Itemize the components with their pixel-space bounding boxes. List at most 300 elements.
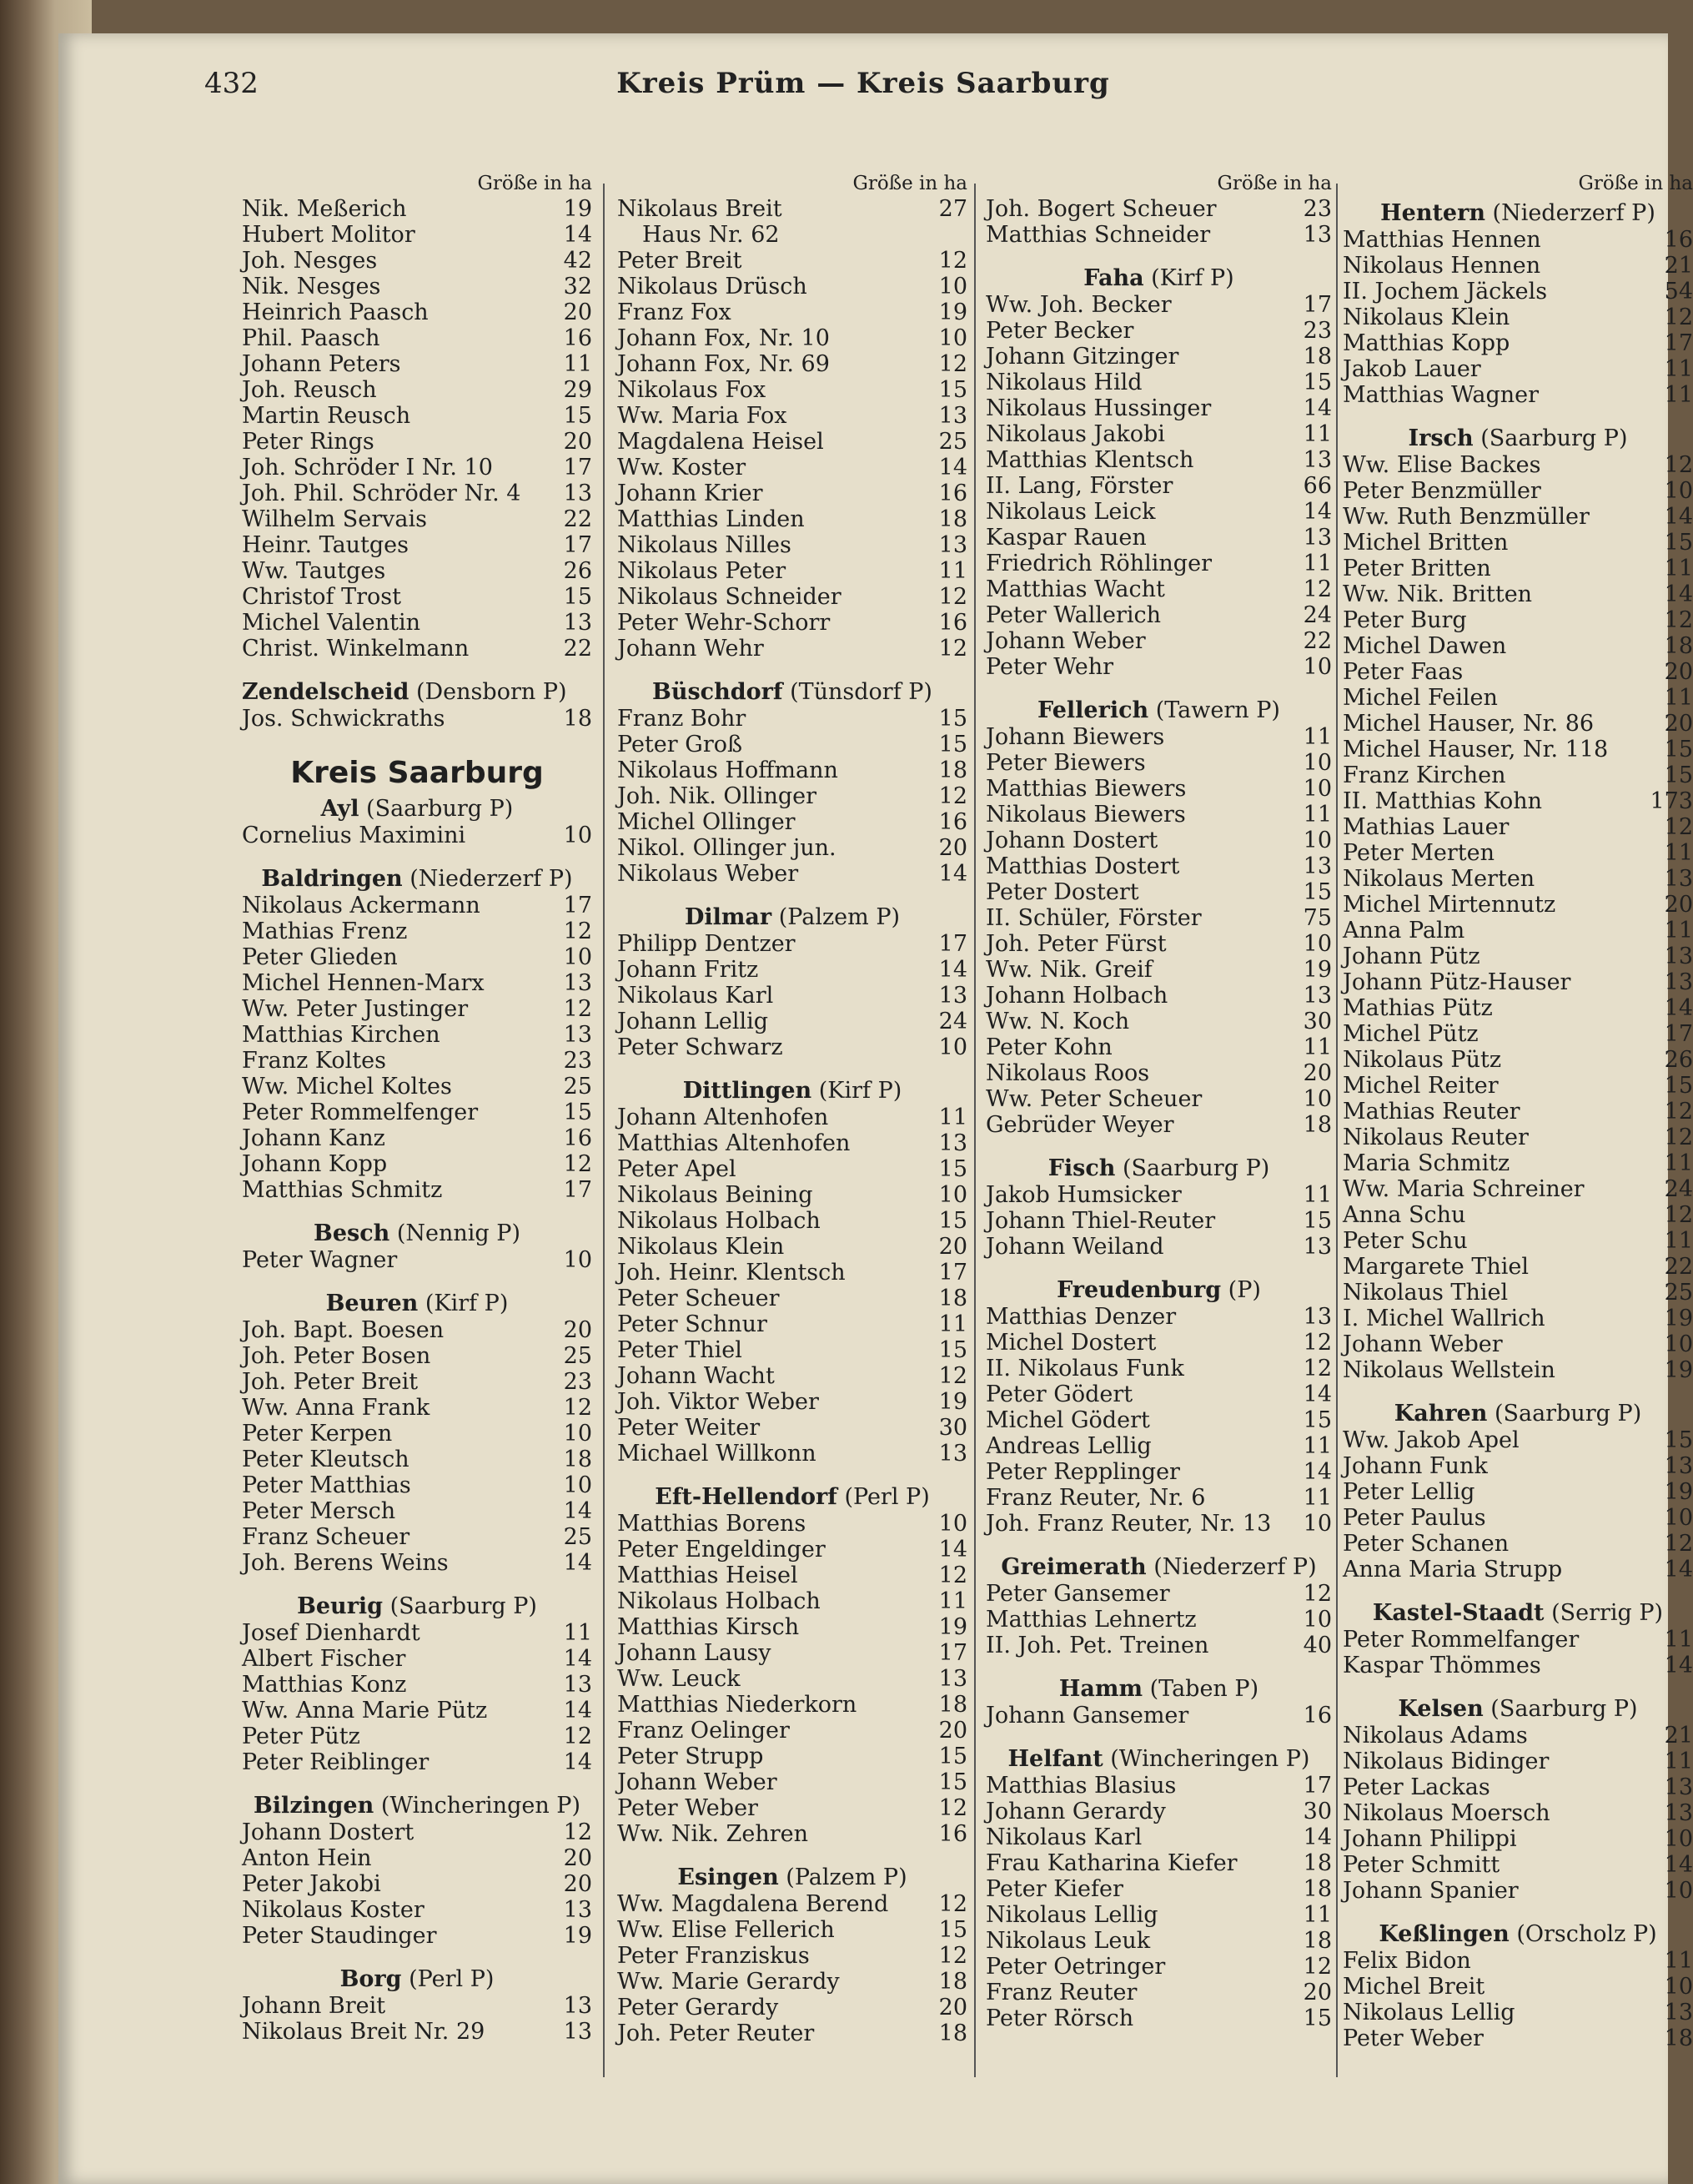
municipality-heading (1343, 1920, 1693, 1948)
owner-name: Ww. Marie Gerardy (617, 1969, 840, 1995)
farm-entry (986, 1407, 1332, 1433)
area-ha: 16 (563, 325, 592, 351)
area-ha: 13 (563, 970, 592, 996)
owner-name: Joh. Berens Weins (242, 1550, 449, 1576)
owner-name: Peter Schnur (617, 1311, 767, 1337)
post-office: (Palzem P) (771, 904, 901, 930)
farm-entry (617, 1744, 967, 1769)
post-office: (P) (1221, 1277, 1261, 1303)
owner-name: Nikolaus Adams (1343, 1723, 1528, 1749)
farm-entry (1343, 659, 1693, 685)
owner-name: Nikolaus Pütz (1343, 1047, 1502, 1073)
area-ha: 12 (563, 1151, 592, 1177)
owner-name: Johann Weiland (986, 1234, 1164, 1260)
area-ha: 12 (938, 1943, 967, 1969)
owner-name: Phil. Paasch (242, 325, 380, 351)
owner-name: Matthias Kirchen (242, 1022, 440, 1048)
area-ha: 17 (1303, 1773, 1332, 1799)
owner-name: Johann Kopp (242, 1151, 388, 1177)
farm-entry (986, 1703, 1332, 1729)
farm-entry (1343, 1228, 1693, 1254)
farm-entry (617, 1415, 967, 1441)
area-ha: 22 (1303, 628, 1332, 654)
post-office: (Palzem P) (778, 1864, 907, 1890)
area-ha: 13 (1664, 2000, 1693, 2025)
farm-entry (242, 1845, 592, 1871)
owner-name: Peter Rommelfenger (242, 1100, 479, 1125)
area-ha: 13 (563, 1993, 592, 2019)
owner-name: Nikolaus Hoffmann (617, 757, 838, 783)
farm-entry (1343, 866, 1693, 892)
farm-entry (986, 931, 1332, 957)
municipality-heading (242, 1290, 592, 1317)
farm-entry (1343, 1331, 1693, 1357)
area-ha: 11 (1664, 685, 1693, 711)
area-ha: 10 (1664, 1826, 1693, 1852)
area-ha (934, 222, 967, 248)
municipality-name: Esingen (677, 1864, 779, 1890)
owner-name: Franz Bohr (617, 706, 746, 732)
area-ha: 20 (1664, 892, 1693, 918)
owner-name: Peter Weiter (617, 1415, 761, 1441)
area-ha: 15 (563, 403, 592, 429)
farm-entry (986, 1581, 1332, 1607)
owner-name: Nikolaus Lellig (986, 1902, 1158, 1928)
area-ha: 17 (563, 455, 592, 481)
farm-entry (1343, 2025, 1693, 2051)
area-ha: 18 (938, 1969, 967, 1995)
farm-entry (242, 1247, 592, 1273)
owner-name: Michael Willkonn (617, 1441, 816, 1467)
area-ha: 20 (938, 1718, 967, 1744)
area-ha: 10 (563, 823, 592, 848)
owner-name: I. Michel Wallrich (1343, 1306, 1545, 1331)
farm-entry (242, 970, 592, 996)
area-ha: 14 (1303, 1459, 1332, 1485)
area-ha: 12 (563, 1724, 592, 1749)
owner-name: Michel Dostert (986, 1330, 1157, 1356)
owner-name: Mathias Lauer (1343, 814, 1510, 840)
farm-entry (242, 274, 592, 299)
owner-name: Joh. Phil. Schröder Nr. 4 (242, 481, 521, 506)
farm-entry (242, 1620, 592, 1646)
farm-entry (242, 481, 592, 506)
area-ha: 19 (938, 1389, 967, 1415)
farm-entry (242, 1698, 592, 1724)
farm-entry (986, 1208, 1332, 1234)
owner-name: Peter Paulus (1343, 1505, 1486, 1531)
farm-entry (617, 1511, 967, 1537)
farm-entry (242, 532, 592, 558)
area-ha: 12 (938, 1363, 967, 1389)
area-ha: 16 (938, 1821, 967, 1847)
area-ha: 14 (938, 1537, 967, 1563)
farm-entry (242, 893, 592, 918)
municipality-heading (242, 1593, 592, 1620)
area-ha: 12 (1303, 1954, 1332, 1980)
owner-name: Matthias Schmitz (242, 1177, 443, 1203)
owner-name: Felix Bidon (1343, 1948, 1471, 1974)
area-ha: 13 (938, 1130, 967, 1156)
farm-entry (617, 1563, 967, 1588)
area-ha: 13 (1664, 1800, 1693, 1826)
farm-entry (1343, 2000, 1693, 2025)
farm-entry (986, 724, 1332, 750)
owner-name: Peter Weber (1343, 2025, 1484, 2051)
area-ha: 19 (938, 1614, 967, 1640)
area-ha: 19 (1664, 1306, 1693, 1331)
owner-name: Matthias Dostert (986, 853, 1180, 879)
farm-entry (1343, 1557, 1693, 1583)
municipality-heading (986, 697, 1332, 724)
owner-name: Michel Pütz (1343, 1021, 1479, 1047)
owner-name: Peter Lackas (1343, 1774, 1490, 1800)
farm-entry (1343, 892, 1693, 918)
owner-name: Michel Ollinger (617, 809, 796, 835)
owner-name: Ww. Maria Fox (617, 403, 787, 429)
farm-entry (986, 905, 1332, 931)
municipality-name: Kastel-Staadt (1372, 1600, 1545, 1626)
area-ha: 13 (1303, 1304, 1332, 1330)
area-ha: 12 (1303, 576, 1332, 602)
owner-name: Nikolaus Klein (617, 1234, 785, 1260)
area-ha: 10 (1664, 1878, 1693, 1904)
owner-name: Peter Kiefer (986, 1876, 1123, 1902)
area-ha: 15 (1664, 1073, 1693, 1099)
municipality-heading (1343, 425, 1693, 452)
area-ha: 12 (563, 996, 592, 1022)
farm-entry (242, 377, 592, 403)
farm-entry (242, 706, 592, 732)
owner-name: Franz Fox (617, 299, 731, 325)
municipality-heading (242, 1965, 592, 1993)
area-ha: 13 (1664, 866, 1693, 892)
owner-name: Johann Fritz (617, 957, 759, 983)
area-ha: 19 (1664, 1479, 1693, 1505)
owner-name: Wilhelm Servais (242, 506, 427, 532)
farm-entry (242, 1724, 592, 1749)
area-ha: 12 (938, 584, 967, 610)
area-ha: 15 (938, 377, 967, 403)
area-ha: 173 (1650, 788, 1693, 814)
owner-name: Franz Reuter, Nr. 6 (986, 1485, 1206, 1511)
owner-name: Peter Thiel (617, 1337, 742, 1363)
area-ha: 12 (1664, 1099, 1693, 1125)
municipality-heading (1343, 1400, 1693, 1427)
farm-entry (617, 861, 967, 887)
owner-name: Albert Fischer (242, 1646, 406, 1672)
farm-entry (986, 1381, 1332, 1407)
municipality-name: Beuren (325, 1291, 419, 1316)
farm-entry (986, 1112, 1332, 1138)
area-ha: 13 (563, 2019, 592, 2045)
owner-name: Ww. Jakob Apel (1343, 1427, 1520, 1453)
farm-entry (1343, 1357, 1693, 1383)
farm-entry (1343, 1878, 1693, 1904)
area-ha: 10 (938, 1034, 967, 1060)
owner-name: Nikolaus Karl (617, 983, 774, 1009)
owner-name: Nikolaus Beining (617, 1182, 813, 1208)
farm-entry (617, 1821, 967, 1847)
farm-entry (242, 455, 592, 481)
farm-entry (986, 318, 1332, 344)
post-office: (Niederzerf P) (402, 866, 573, 892)
area-ha: 15 (563, 584, 592, 610)
owner-name: Johann Weber (986, 628, 1146, 654)
owner-name: Nik. Meßerich (242, 196, 407, 222)
area-ha: 14 (1664, 504, 1693, 530)
farm-entry (617, 1769, 967, 1795)
area-ha: 21 (1664, 1723, 1693, 1749)
municipality-heading (986, 1155, 1332, 1182)
size-unit-label: Größe in ha (477, 173, 592, 194)
area-ha: 11 (938, 1588, 967, 1614)
area-ha: 10 (563, 1421, 592, 1447)
municipality-heading (242, 1792, 592, 1819)
area-ha: 11 (1664, 840, 1693, 866)
farm-entry (1343, 711, 1693, 737)
farm-entry (1343, 1505, 1693, 1531)
farm-entry (242, 351, 592, 377)
owner-name: Peter Groß (617, 732, 743, 757)
owner-name: Ww. Peter Justinger (242, 996, 469, 1022)
owner-name: Ww. Koster (617, 455, 746, 481)
area-ha: 12 (563, 1819, 592, 1845)
owner-name: Joh. Peter Bosen (242, 1343, 431, 1369)
farm-entry (617, 1795, 967, 1821)
area-ha: 14 (938, 861, 967, 887)
column-2 (617, 171, 967, 2046)
owner-name: Matthias Biewers (986, 776, 1187, 802)
farm-entry (617, 1311, 967, 1337)
owner-name: Peter Schwarz (617, 1034, 783, 1060)
area-ha: 10 (1303, 1086, 1332, 1112)
area-ha: 11 (1303, 1485, 1332, 1511)
owner-name: Nikolaus Wellstein (1343, 1357, 1555, 1383)
municipality-heading (617, 1077, 967, 1105)
area-ha: 23 (1303, 196, 1332, 222)
farm-entry (1343, 995, 1693, 1021)
farm-entry (242, 1317, 592, 1343)
farm-entry (986, 1824, 1332, 1850)
farm-entry (617, 1891, 967, 1917)
owner-name: Joh. Franz Reuter, Nr. 13 (986, 1511, 1272, 1537)
municipality-heading (617, 1864, 967, 1891)
owner-name: Johann Breit (242, 1993, 386, 2019)
area-ha: 11 (1664, 1627, 1693, 1653)
owner-name: Michel Mirtennutz (1343, 892, 1556, 918)
municipality-heading (1343, 1695, 1693, 1723)
owner-name: Michel Hauser, Nr. 86 (1343, 711, 1595, 737)
owner-name: Johann Altenhofen (617, 1105, 829, 1130)
owner-name: Jakob Humsicker (986, 1182, 1182, 1208)
area-ha: 15 (1664, 762, 1693, 788)
area-ha: 20 (1303, 1980, 1332, 2005)
municipality-name: Hamm (1058, 1676, 1143, 1702)
municipality-name: Baldringen (261, 866, 403, 892)
column-divider (603, 184, 605, 2077)
owner-name: II. Schüler, Förster (986, 905, 1202, 931)
owner-name: Hubert Molitor (242, 222, 415, 248)
area-ha: 15 (1664, 737, 1693, 762)
area-ha: 11 (1303, 802, 1332, 828)
farm-entry (986, 1009, 1332, 1034)
owner-name: Joh. Peter Fürst (986, 931, 1167, 957)
owner-name: Peter Rings (242, 429, 374, 455)
area-ha: 18 (1303, 1928, 1332, 1954)
owner-name: Nikolaus Moersch (1343, 1800, 1550, 1826)
farm-entry (1343, 788, 1693, 814)
owner-name: Nikolaus Lellig (1343, 2000, 1515, 2025)
area-ha: 10 (563, 1472, 592, 1498)
area-ha: 30 (938, 1415, 967, 1441)
area-ha: 12 (938, 1795, 967, 1821)
owner-name: Peter Scheuer (617, 1286, 780, 1311)
owner-name: Peter Gödert (986, 1381, 1133, 1407)
area-ha: 15 (1303, 370, 1332, 395)
farm-entry (1343, 969, 1693, 995)
farm-entry (1343, 1948, 1693, 1974)
farm-entry (1343, 556, 1693, 581)
farm-entry (617, 835, 967, 861)
farm-entry (242, 1993, 592, 2019)
farm-entry (986, 654, 1332, 680)
area-ha: 13 (1303, 447, 1332, 473)
area-ha: 11 (1303, 421, 1332, 447)
farm-entry (617, 1537, 967, 1563)
owner-name: Peter Apel (617, 1156, 736, 1182)
area-ha: 18 (1303, 344, 1332, 370)
owner-name: Peter Wallerich (986, 602, 1162, 628)
owner-name: Nikolaus Karl (986, 1824, 1143, 1850)
area-ha: 20 (1664, 659, 1693, 685)
farm-entry (986, 1060, 1332, 1086)
farm-entry (617, 809, 967, 835)
area-ha: 13 (1664, 969, 1693, 995)
owner-name: Peter Weber (617, 1795, 758, 1821)
owner-name: Johann Philippi (1343, 1826, 1517, 1852)
farm-entry (986, 1850, 1332, 1876)
owner-name: Johann Peters (242, 351, 401, 377)
area-ha: 13 (563, 1022, 592, 1048)
farm-entry (986, 1234, 1332, 1260)
post-office: (Saarburg P) (359, 796, 514, 822)
owner-name: Peter Kohn (986, 1034, 1113, 1060)
area-ha: 25 (563, 1524, 592, 1550)
area-ha: 14 (1303, 1824, 1332, 1850)
area-ha: 12 (938, 248, 967, 274)
area-ha: 16 (938, 481, 967, 506)
farm-entry (242, 1524, 592, 1550)
owner-name: Nikolaus Fox (617, 377, 766, 403)
area-ha: 18 (1664, 633, 1693, 659)
area-ha: 15 (938, 1917, 967, 1943)
owner-name: Ww. Nik. Britten (1343, 581, 1533, 607)
farm-entry (617, 532, 967, 558)
municipality-name: Kahren (1394, 1401, 1488, 1427)
area-ha: 18 (938, 757, 967, 783)
farm-entry (986, 1330, 1332, 1356)
farm-entry (242, 823, 592, 848)
farm-entry (1343, 356, 1693, 382)
owner-name: Michel Britten (1343, 530, 1509, 556)
area-ha: 13 (938, 1666, 967, 1692)
area-ha: 14 (938, 455, 967, 481)
farm-entry (617, 1208, 967, 1234)
farm-entry (1343, 279, 1693, 304)
farm-entry (617, 957, 967, 983)
owner-name: Johann Lellig (617, 1009, 769, 1034)
farm-entry (986, 1034, 1332, 1060)
owner-name: Matthias Wagner (1343, 382, 1540, 408)
farm-entry (1343, 1073, 1693, 1099)
farm-entry (1343, 478, 1693, 504)
owner-name: Nikolaus Schneider (617, 584, 841, 610)
area-ha: 25 (563, 1074, 592, 1100)
owner-name: Nikolaus Drüsch (617, 274, 807, 299)
farm-entry (1343, 840, 1693, 866)
owner-name: Joh. Nesges (242, 248, 378, 274)
owner-name: Nikolaus Leuk (986, 1928, 1151, 1954)
farm-entry (242, 996, 592, 1022)
owner-name: Nikolaus Peter (617, 558, 786, 584)
owner-name: Peter Strupp (617, 1744, 764, 1769)
area-ha: 12 (1664, 1125, 1693, 1150)
area-ha: 13 (1664, 1453, 1693, 1479)
area-ha: 20 (1664, 711, 1693, 737)
municipality-name: Freudenburg (1057, 1277, 1222, 1303)
farm-entry (617, 1692, 967, 1718)
area-ha: 25 (1664, 1280, 1693, 1306)
area-ha: 23 (563, 1369, 592, 1395)
area-ha: 10 (1664, 1331, 1693, 1357)
farm-entry (242, 558, 592, 584)
owner-name: Peter Wagner (242, 1247, 398, 1273)
farm-entry (242, 918, 592, 944)
farm-entry (242, 222, 592, 248)
municipality-heading (986, 264, 1332, 292)
municipality-name: Irsch (1408, 425, 1474, 451)
owner-name: Peter Dostert (986, 879, 1139, 905)
area-ha: 15 (938, 1769, 967, 1795)
owner-name: Andreas Lellig (986, 1433, 1152, 1459)
area-ha: 10 (563, 944, 592, 970)
farm-entry (617, 1105, 967, 1130)
municipality-name: Zendelscheid (242, 679, 409, 705)
column-3 (986, 171, 1332, 2031)
owner-name: Johann Gansemer (986, 1703, 1189, 1729)
post-office: (Tünsdorf P) (782, 679, 932, 705)
owner-name: Magdalena Heisel (617, 429, 824, 455)
farm-entry (617, 1260, 967, 1286)
farm-entry (986, 1607, 1332, 1633)
farm-entry (617, 377, 967, 403)
farm-entry (1343, 1974, 1693, 2000)
owner-name: Matthias Heisel (617, 1563, 798, 1588)
area-ha: 18 (938, 1692, 967, 1718)
post-office: (Kirf P) (418, 1291, 509, 1316)
area-ha: 19 (563, 196, 592, 222)
owner-name: Joh. Schröder I Nr. 10 (242, 455, 493, 481)
municipality-name: Ayl (320, 796, 359, 822)
owner-name: Heinrich Paasch (242, 299, 429, 325)
area-ha: 15 (938, 706, 967, 732)
farm-entry (242, 1395, 592, 1421)
area-ha: 14 (1664, 1852, 1693, 1878)
farm-entry (1343, 1202, 1693, 1228)
owner-name: Peter Engeldinger (617, 1537, 826, 1563)
area-ha: 18 (1303, 1850, 1332, 1876)
